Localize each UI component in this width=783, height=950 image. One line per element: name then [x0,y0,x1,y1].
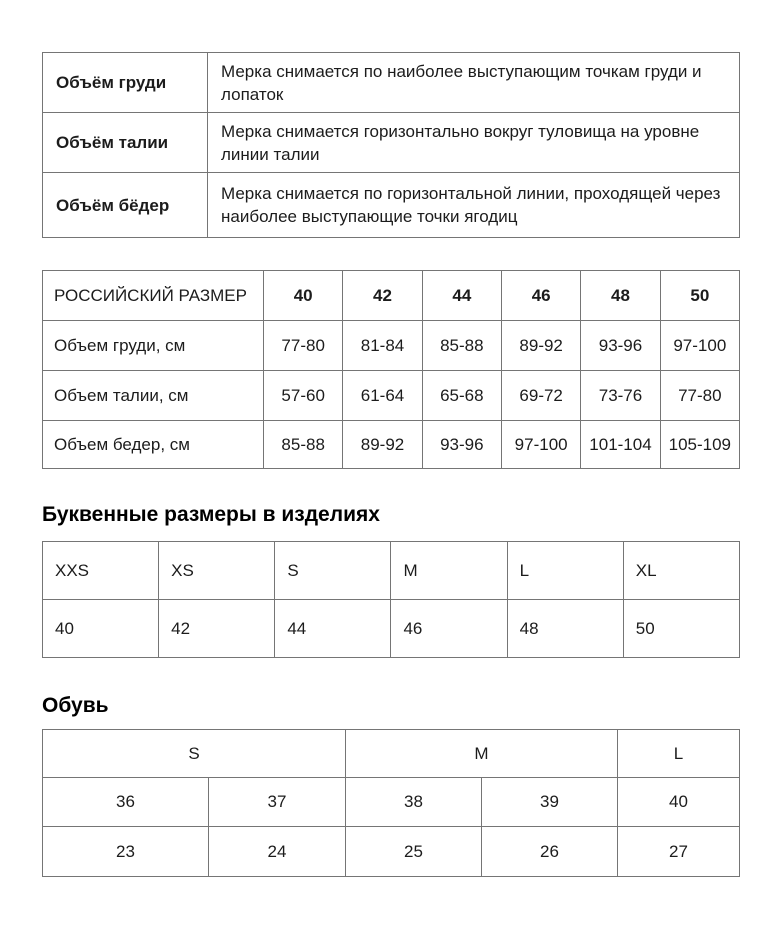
shoe-eu-size-cell: 40 [618,778,740,827]
row-label-cell: Объем груди, см [43,321,264,371]
table-row [43,321,740,371]
number-size-cell: 46 [391,600,507,658]
value-cell: 89-92 [501,321,580,371]
value-cell: 73-76 [581,371,660,421]
size-column-header: 50 [660,271,739,321]
russian-size-header-cell: РОССИЙСКИЙ РАЗМЕР [43,271,264,321]
table-row [43,113,740,173]
value-cell: 85-88 [422,321,501,371]
table-header-row [43,542,740,600]
value-cell: 97-100 [660,321,739,371]
table-row [43,173,740,238]
number-size-cell: 44 [275,600,391,658]
value-cell: 77-80 [660,371,739,421]
number-size-cell: 40 [43,600,159,658]
shoe-group-cell: M [346,730,618,778]
letter-size-cell: M [391,542,507,600]
shoe-eu-size-cell: 39 [482,778,618,827]
shoes-heading: Обувь [42,694,109,717]
letter-sizes-table [42,541,740,658]
shoe-group-cell: L [618,730,740,778]
table-row [43,778,740,827]
value-cell: 93-96 [422,421,501,469]
table-row [43,53,740,113]
table-row [43,600,740,658]
measurement-definitions-table [42,52,740,238]
number-size-cell: 50 [623,600,739,658]
measurement-name-cell: Объём груди [43,53,208,113]
shoe-cm-size-cell: 27 [618,827,740,877]
shoe-eu-size-cell: 37 [209,778,346,827]
number-size-cell: 42 [159,600,275,658]
shoe-group-cell: S [43,730,346,778]
letter-size-cell: L [507,542,623,600]
size-column-header: 40 [264,271,343,321]
row-label-cell: Объем талии, см [43,371,264,421]
size-column-header: 46 [501,271,580,321]
letter-sizes-heading: Буквенные размеры в изделиях [42,503,380,526]
value-cell: 101-104 [581,421,660,469]
letter-size-cell: XS [159,542,275,600]
measurement-name-cell: Объём бёдер [43,173,208,238]
value-cell: 77-80 [264,321,343,371]
size-column-header: 42 [343,271,422,321]
shoe-eu-size-cell: 36 [43,778,209,827]
table-header-row [43,271,740,321]
row-label-cell: Объем бедер, см [43,421,264,469]
shoe-cm-size-cell: 25 [346,827,482,877]
value-cell: 57-60 [264,371,343,421]
value-cell: 81-84 [343,321,422,371]
table-row [43,827,740,877]
table-row [43,421,740,469]
letter-size-cell: XXS [43,542,159,600]
measurement-name-cell: Объём талии [43,113,208,173]
shoe-sizes-table [42,729,740,877]
value-cell: 105-109 [660,421,739,469]
letter-size-cell: XL [623,542,739,600]
value-cell: 85-88 [264,421,343,469]
shoe-cm-size-cell: 24 [209,827,346,877]
table-row [43,371,740,421]
size-column-header: 44 [422,271,501,321]
value-cell: 93-96 [581,321,660,371]
value-cell: 97-100 [501,421,580,469]
value-cell: 65-68 [422,371,501,421]
value-cell: 61-64 [343,371,422,421]
russian-size-table [42,270,740,469]
size-column-header: 48 [581,271,660,321]
shoe-cm-size-cell: 26 [482,827,618,877]
letter-size-cell: S [275,542,391,600]
shoe-eu-size-cell: 38 [346,778,482,827]
measurement-description-cell: Мерка снимается горизонтально вокруг туловища на уровне линии талии [208,113,740,173]
measurement-description-cell: Мерка снимается по горизонтальной линии, проходящей через наиболее выступающие точки ягодиц [208,173,740,238]
value-cell: 89-92 [343,421,422,469]
number-size-cell: 48 [507,600,623,658]
table-header-row [43,730,740,778]
value-cell: 69-72 [501,371,580,421]
shoe-cm-size-cell: 23 [43,827,209,877]
measurement-description-cell: Мерка снимается по наиболее выступающим точкам груди и лопаток [208,53,740,113]
